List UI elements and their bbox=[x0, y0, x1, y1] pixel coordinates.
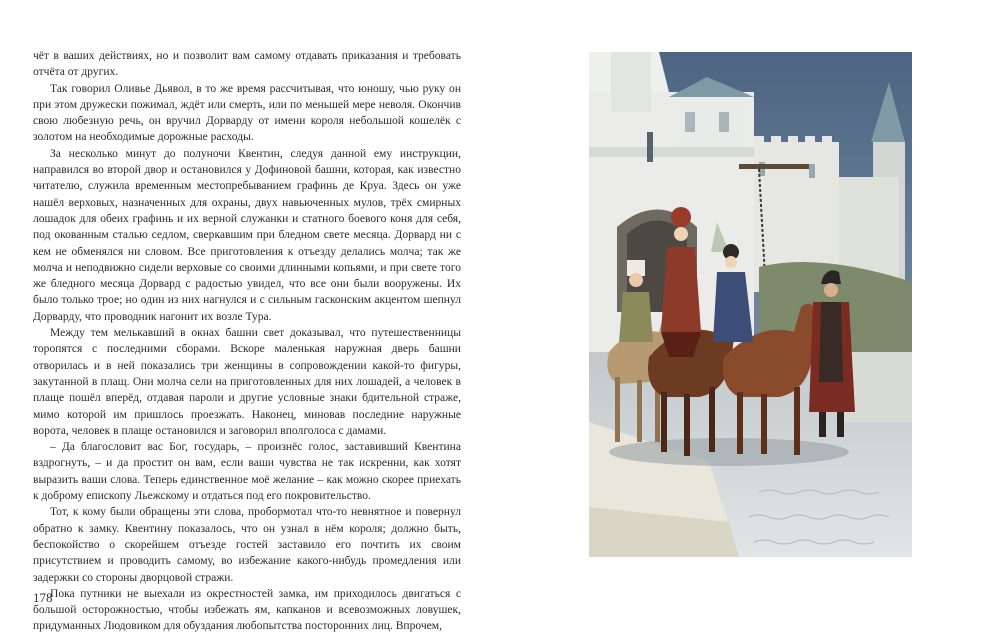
paragraph: Пока путники не выехали из окрестностей замка, им приходилось двигаться с большой осторожностью, чтобы избежать ям, капканов и всевозможных ловушек, придуманных Людовиком для обуздания любопытства посторонних лиц. Впрочем, bbox=[33, 587, 461, 633]
castle-night-scene-image bbox=[589, 52, 912, 557]
page-number: 178 bbox=[33, 590, 53, 605]
body-text bbox=[33, 48, 461, 635]
right-page bbox=[500, 0, 1000, 634]
paragraph: За несколько минут до полуночи Квентин, следуя данной ему инструкции, направился во второй двор и остановился у Дофиновой башни, которая, как известно читателю, служила временным местопребыванием графинь де Круа. Здесь он уже нашёл верховых, назначенных для охраны, двух навьюченных мулов, трёх смирных лошадок для обеих графинь и их верной служанки и статного боевого коня для себя, под окованным сталью седлом, сверкавшим при бледном свете месяца. Дорвард ни с кем не обменялся ни словом. Все приготовления к отъезду делались молча; так же молча и неподвижно сидели верховые со своими длинными копьями, и при свете того же бледного месяца Дорвард с радостью увидел, что все они были вооружены. Их было только трое; но один из них нагнулся и с сильным гасконским акцентом шепнул Дорварду, что проводник нагонит их возле Тура. bbox=[33, 147, 461, 323]
paragraph: чёт в ваших действиях, но и позволит вам самому отдавать приказания и требовать отчёта от других. bbox=[33, 50, 461, 79]
paragraph: Так говорил Оливье Дьявол, в то же время рассчитывая, что юношу, чью руку он при этом дружески пожимал, ждёт или смерть, или по меньшей мере неволя. Окончив свою любезную речь, он вручил Дорварду от имени короля небольшой кошелёк с золотом на необходимые дорожные расходы. bbox=[33, 82, 461, 144]
paragraph: Между тем мелькавший в окнах башни свет доказывал, что путешественницы торопятся с последними сборами. Вскоре маленькая наружная дверь башни отворилась и в ней показались три женщины в сопровождении какой-то фигуры, закутанной в плащ. Они молча сели на приготовленных для них лошадей, а человек в плаще пошёл вперёд, отдавая пароли и другие условные знаки бдительной страже, мимо которой им пришлось проезжать. Наконец, миновав последние наружные ворота, человек в плаще остановился и заговорил вполголоса с дамами. bbox=[33, 327, 461, 437]
left-page bbox=[0, 0, 500, 634]
illustration bbox=[589, 52, 912, 557]
paragraph: Тот, к кому были обращены эти слова, пробормотал что-то невнятное и повернул обратно к замку. Квентину показалось, что он узнал в нём короля; должно быть, беспокойство о скорейшем отъезде гостей заставило его почтить их своим присутствием и проводить самому, во избежание какого-нибудь промедления или задержки со стороны дворцовой стражи. bbox=[33, 506, 461, 584]
paragraph: – Да благословит вас Бог, государь, – произнёс голос, заставивший Квентина вздрогнуть, – и да простит он вам, если ваши чувства не так искренни, как хотят выразить ваши слова. Теперь единственное моё желание – как можно скорее приехать к доброму епископу Льежскому и отдаться под его покровительство. bbox=[33, 441, 461, 503]
